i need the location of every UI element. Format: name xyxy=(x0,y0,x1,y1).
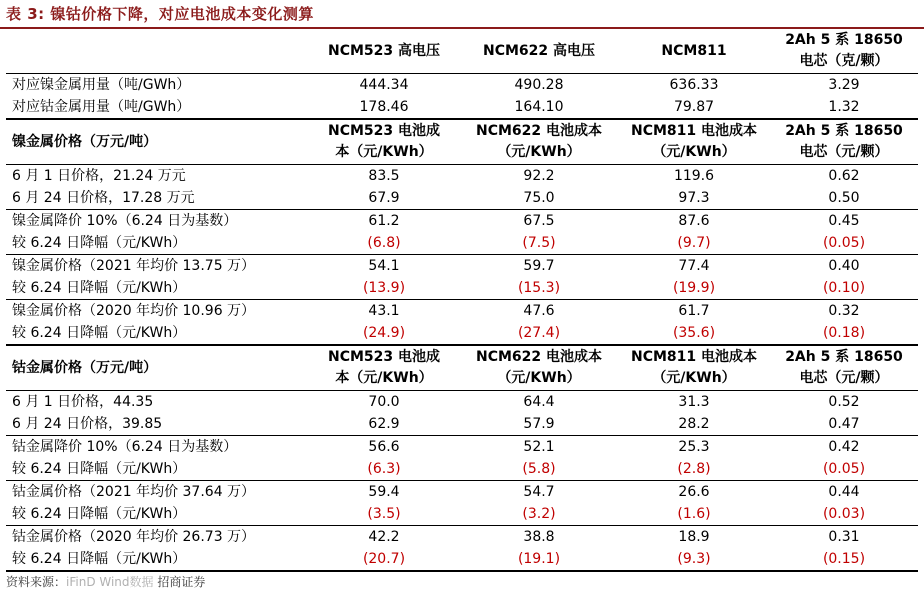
row-label: 镍金属价格（2020 年均价 10.96 万） xyxy=(6,300,308,323)
section-col-header xyxy=(770,345,918,391)
header-row xyxy=(6,29,918,74)
cost-table xyxy=(6,29,918,572)
section-col-header-line: （元/KWh） xyxy=(497,370,581,386)
source-note xyxy=(6,572,205,592)
row-label: 6 月 1 日价格，21.24 万元 xyxy=(6,165,308,188)
table-cell: (3.5) xyxy=(367,506,401,522)
usage-label: 对应镍金属用量（吨/GWh） xyxy=(6,74,308,97)
table-row xyxy=(6,210,918,233)
table-cell: 43.1 xyxy=(308,300,460,323)
source-label: 资料来源： xyxy=(6,575,67,589)
row-label: 较 6.24 日降幅（元/KWh） xyxy=(12,325,187,341)
source-watermark: iFinD Wind数据 xyxy=(66,575,154,589)
table-cell: 70.0 xyxy=(308,391,460,414)
section-col-header-line: （元/KWh） xyxy=(652,370,736,386)
usage-row xyxy=(6,96,918,119)
table-row xyxy=(6,413,918,436)
section-col-header-line: 本（元/KWh） xyxy=(335,144,433,160)
table-cell: 0.47 xyxy=(828,416,860,432)
cobalt-section-header xyxy=(6,345,918,391)
table-cell: (24.9) xyxy=(362,325,406,341)
table-cell: (19.9) xyxy=(672,280,716,296)
row-label: 较 6.24 日降幅（元/KWh） xyxy=(6,548,308,571)
table-cell: (2.8) xyxy=(677,461,711,477)
table-cell: 57.9 xyxy=(523,416,555,432)
table-row xyxy=(6,391,918,414)
section-label: 钴金属价格（万元/吨） xyxy=(6,345,308,391)
table-cell: 75.0 xyxy=(523,190,555,206)
usage-cell: 1.32 xyxy=(828,99,860,115)
table-cell: (3.2) xyxy=(522,506,556,522)
table-cell: 52.1 xyxy=(460,436,618,459)
table-row xyxy=(6,322,918,345)
table-row xyxy=(6,300,918,323)
section-col-header xyxy=(460,119,618,165)
table-cell: 87.6 xyxy=(618,210,770,233)
table-cell: (0.03) xyxy=(822,506,866,522)
table-cell: 0.45 xyxy=(770,210,918,233)
table-row xyxy=(6,503,918,526)
table-cell: 28.2 xyxy=(678,416,710,432)
table-cell: (0.05) xyxy=(822,461,866,477)
section-col-header-line: NCM811 电池成本 xyxy=(630,123,758,139)
table-row xyxy=(6,548,918,571)
table-cell: (0.18) xyxy=(822,325,866,341)
table-cell: 59.4 xyxy=(308,481,460,504)
section-col-header-line: NCM622 电池成本 xyxy=(475,349,603,365)
row-label: 钴金属价格（2021 年均价 37.64 万） xyxy=(6,481,308,504)
table-cell: (1.6) xyxy=(677,506,711,522)
row-label: 较 6.24 日降幅（元/KWh） xyxy=(12,280,187,296)
usage-cell: 178.46 xyxy=(359,99,409,115)
cost-table-body xyxy=(6,29,918,571)
section-col-header-line: 本（元/KWh） xyxy=(335,370,433,386)
row-label: 6 月 24 日价格，39.85 xyxy=(12,416,163,432)
table-cell: (5.8) xyxy=(522,461,556,477)
table-cell: 83.5 xyxy=(308,165,460,188)
table-cell: 0.31 xyxy=(770,526,918,549)
table-cell: 54.7 xyxy=(460,481,618,504)
table-cell: (9.7) xyxy=(677,235,711,251)
table-cell: 64.4 xyxy=(460,391,618,414)
table-cell: 0.52 xyxy=(770,391,918,414)
table-cell: (7.5) xyxy=(522,235,556,251)
table-cell: 54.1 xyxy=(308,255,460,278)
header-cell-ncm523: NCM523 高电压 xyxy=(327,42,441,59)
table-cell: 97.3 xyxy=(678,190,710,206)
section-col-header xyxy=(770,119,918,165)
row-label: 钴金属降价 10%（6.24 日为基数） xyxy=(6,436,308,459)
table-row xyxy=(6,255,918,278)
table-row xyxy=(6,526,918,549)
usage-label: 对应钴金属用量（吨/GWh） xyxy=(12,99,191,115)
section-col-header-line: NCM622 电池成本 xyxy=(475,123,603,139)
section-label: 镍金属价格（万元/吨） xyxy=(6,119,308,165)
table-row xyxy=(6,436,918,459)
table-cell: (35.6) xyxy=(672,325,716,341)
table-cell: 0.44 xyxy=(770,481,918,504)
header-cell-ncm622: NCM622 高电压 xyxy=(482,42,596,59)
table-cell: (15.3) xyxy=(517,280,561,296)
usage-cell: 444.34 xyxy=(308,74,460,97)
table-cell: 67.9 xyxy=(368,190,400,206)
section-col-header-line: 2Ah 5 系 18650 xyxy=(785,349,903,365)
table-cell: 0.40 xyxy=(770,255,918,278)
table-row xyxy=(6,458,918,481)
table-cell: 31.3 xyxy=(618,391,770,414)
section-col-header xyxy=(618,345,770,391)
table-cell: 42.2 xyxy=(308,526,460,549)
table-cell: 62.9 xyxy=(368,416,400,432)
header-line: 电芯（克/颗） xyxy=(799,53,889,69)
table-cell: 38.8 xyxy=(460,526,618,549)
row-label: 较 6.24 日降幅（元/KWh） xyxy=(12,461,187,477)
table-cell: (6.8) xyxy=(367,235,401,251)
section-col-header-line: 电芯（元/颗） xyxy=(799,370,889,386)
table-cell: 18.9 xyxy=(618,526,770,549)
usage-cell: 636.33 xyxy=(618,74,770,97)
usage-cell: 79.87 xyxy=(673,99,715,115)
table-cell: 25.3 xyxy=(618,436,770,459)
usage-cell: 164.10 xyxy=(514,99,564,115)
header-cell-18650 xyxy=(770,29,918,74)
table-cell: 61.2 xyxy=(308,210,460,233)
table-cell: 59.7 xyxy=(460,255,618,278)
header-cell-ncm811: NCM811 xyxy=(661,42,727,59)
section-col-header-line: NCM523 电池成 xyxy=(327,349,441,365)
table-cell: 56.6 xyxy=(308,436,460,459)
section-col-header-line: NCM523 电池成 xyxy=(327,123,441,139)
table-cell: (0.15) xyxy=(770,548,918,571)
table-cell: 26.6 xyxy=(618,481,770,504)
section-col-header-line: 2Ah 5 系 18650 xyxy=(785,123,903,139)
section-col-header-line: NCM811 电池成本 xyxy=(630,349,758,365)
section-col-header xyxy=(460,345,618,391)
table-row xyxy=(6,232,918,255)
header-cell-0 xyxy=(6,29,308,74)
row-label: 钴金属价格（2020 年均价 26.73 万） xyxy=(6,526,308,549)
table-cell: (19.1) xyxy=(460,548,618,571)
table-cell: (13.9) xyxy=(362,280,406,296)
usage-row xyxy=(6,74,918,97)
row-label: 较 6.24 日降幅（元/KWh） xyxy=(12,506,187,522)
row-label: 镍金属价格（2021 年均价 13.75 万） xyxy=(6,255,308,278)
table-cell: 67.5 xyxy=(460,210,618,233)
table-cell: (6.3) xyxy=(367,461,401,477)
table-cell: 0.42 xyxy=(770,436,918,459)
table-row xyxy=(6,481,918,504)
section-col-header-line: （元/KWh） xyxy=(497,144,581,160)
table-cell: (0.05) xyxy=(822,235,866,251)
row-label: 6 月 24 日价格，17.28 万元 xyxy=(12,190,195,206)
row-label: 镍金属降价 10%（6.24 日为基数） xyxy=(6,210,308,233)
header-line: 2Ah 5 系 18650 xyxy=(785,32,903,48)
table-cell: 77.4 xyxy=(618,255,770,278)
row-label: 6 月 1 日价格，44.35 xyxy=(6,391,308,414)
table-cell: (20.7) xyxy=(308,548,460,571)
section-col-header-line: （元/KWh） xyxy=(652,144,736,160)
usage-cell: 3.29 xyxy=(770,74,918,97)
table-cell: 92.2 xyxy=(460,165,618,188)
usage-cell: 490.28 xyxy=(460,74,618,97)
table-row xyxy=(6,187,918,210)
table-cell: 0.62 xyxy=(770,165,918,188)
section-col-header xyxy=(308,119,460,165)
table-cell: (9.3) xyxy=(618,548,770,571)
table-cell: 61.7 xyxy=(618,300,770,323)
row-label: 较 6.24 日降幅（元/KWh） xyxy=(12,235,187,251)
table-cell: (0.10) xyxy=(822,280,866,296)
table-cell: 47.6 xyxy=(460,300,618,323)
table-cell: (27.4) xyxy=(517,325,561,341)
table-cell: 0.32 xyxy=(770,300,918,323)
section-col-header xyxy=(618,119,770,165)
table-cell: 0.50 xyxy=(828,190,860,206)
source-org: 招商证券 xyxy=(153,575,206,589)
nickel-section-header xyxy=(6,119,918,165)
section-col-header xyxy=(308,345,460,391)
table-cell: 119.6 xyxy=(618,165,770,188)
table-row xyxy=(6,165,918,188)
table-row xyxy=(6,277,918,300)
section-col-header-line: 电芯（元/颗） xyxy=(799,144,889,160)
table-title: 表 3: 镍钴价格下降，对应电池成本变化测算 xyxy=(6,5,314,23)
